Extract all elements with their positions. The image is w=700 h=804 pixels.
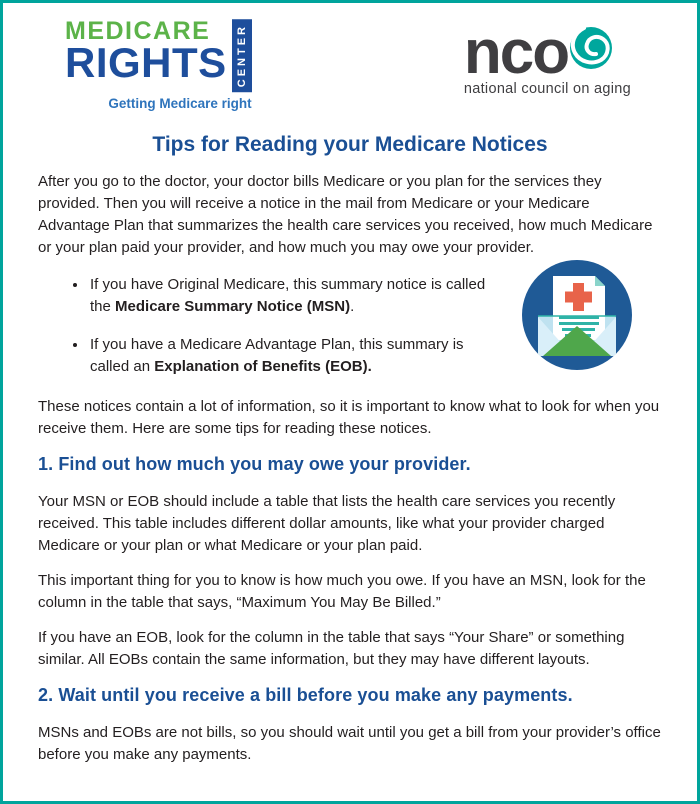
section-2-heading: 2. Wait until you receive a bill before you make any payments.: [38, 685, 573, 706]
header: [3, 3, 697, 111]
section-2-paragraph-1: MSNs and EOBs are not bills, so you should wait until you get a bill from your provider’s office before you make any payments.: [38, 724, 661, 764]
section-1-paragraph-1: Your MSN or EOB should include a table that lists the health care services you recently received. This table includes different dollar amounts, like what your provider charged Medicare or your plan or what Medicare or your plan paid.: [38, 493, 616, 555]
list-item-eob: • If you have a Medicare Advantage Plan, this summary is called an Explanation of Benefits (EOB).: [88, 334, 506, 378]
notice-types-list: [38, 274, 506, 394]
medicare-rights-center-logo: [65, 19, 252, 111]
mrc-logo-word-rights: RIGHTS: [65, 39, 227, 86]
document-body: [3, 133, 697, 766]
ncoa-wordmark: nco: [463, 18, 569, 87]
intro-paragraph: After you go to the doctor, your doctor bills Medicare or you plan for the services they provided. Then you will receive a notice in the mail from Medicare or your Medicare Advantage Plan that summarizes the health care services you received, how much Medicare or your plan paid your provider, and how much you may owe your provider.: [38, 173, 653, 257]
eob-bold-term: Explanation of Benefits (EOB).: [154, 358, 372, 376]
list-item-msn: • If you have Original Medicare, this summary notice is called the Medicare Summary Notice (MSN).: [88, 274, 506, 318]
section-1-paragraph-3: If you have an EOB, look for the column in the table that says “Your Share” or something similar. All EOBs contain the same information, but they may have different layouts.: [38, 629, 625, 669]
msn-bold-term: Medicare Summary Notice (MSN): [115, 298, 351, 316]
envelope-with-medical-document-icon: [522, 260, 632, 375]
ncoa-a-ball-icon: [570, 27, 612, 74]
mrc-logo-center-box: CENTER: [232, 19, 252, 92]
ncoa-tagline: national council on aging: [463, 81, 631, 97]
section-1-heading: 1. Find out how much you may owe your provider.: [38, 454, 471, 475]
page-title: Tips for Reading your Medicare Notices: [152, 133, 548, 157]
section-1-paragraph-2: This important thing for you to know is how much you owe. If you have an MSN, look for the column in the table that says, “Maximum You May Be Billed.”: [38, 572, 646, 612]
notices-note-paragraph: These notices contain a lot of information, so it is important to know what to look for when you receive them. Here are some tips for reading these notices.: [38, 398, 660, 438]
ncoa-logo: [463, 18, 631, 97]
mrc-logo-word-medicare: MEDICARE: [65, 17, 211, 45]
mrc-logo-tagline: Getting Medicare right: [108, 96, 252, 112]
medicare-rights-wordmark: [65, 19, 252, 92]
bullets-and-icon-row: [38, 272, 662, 394]
